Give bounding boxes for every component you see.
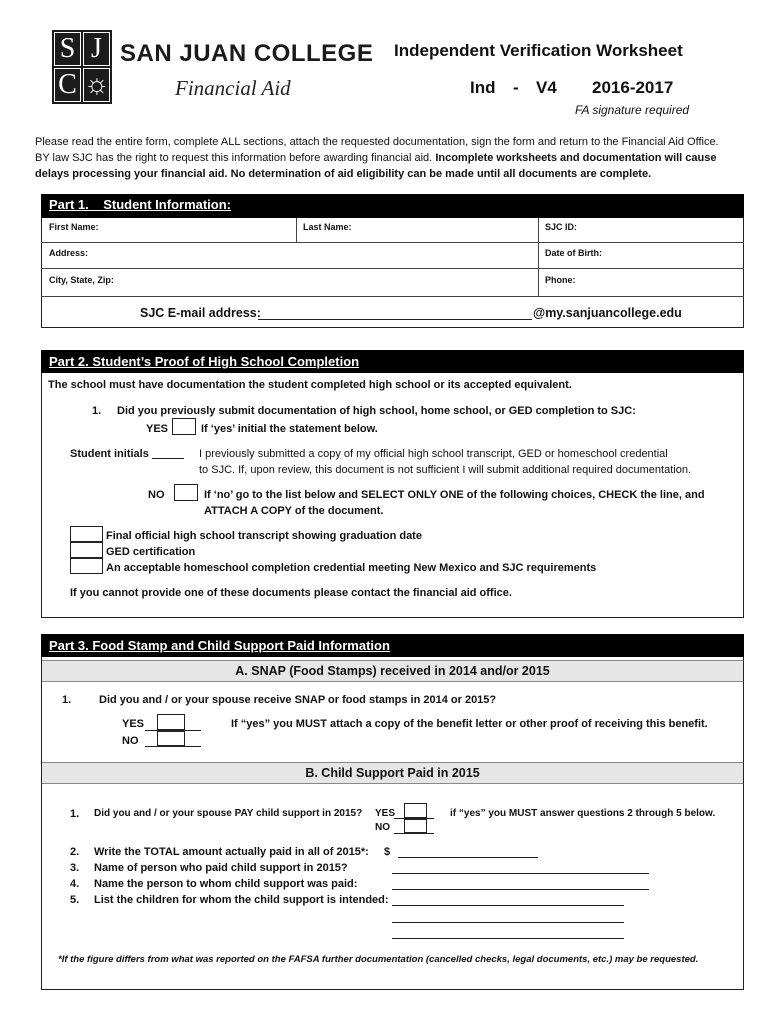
yes-label: YES [146, 423, 169, 435]
recipient-name-input[interactable] [392, 889, 649, 890]
email-domain: @my.sanjuancollege.edu [533, 306, 682, 320]
footnote: *If the figure differs from what was reported on the FAFSA further documentation (cancelled checks, legal documents, etc.) may be requested. [58, 954, 699, 965]
divider [41, 268, 744, 269]
statement-line-2: to SJC. If, upon review, this document is not sufficient I will submit additional required documentation. [199, 464, 691, 476]
form-title: Independent Verification Worksheet [394, 41, 683, 60]
part2-title: Part 2. Student’s Proof of High School Completion [49, 354, 360, 369]
initials-label: Student initials [70, 448, 149, 460]
no-note-line-2: ATTACH A COPY of the document. [204, 505, 384, 517]
contact-note: If you cannot provide one of these documents please contact the financial aid office. [70, 587, 512, 599]
snap-yes-label: YES [122, 718, 145, 730]
yes-checkbox[interactable] [172, 418, 196, 435]
instructions-text: Please read the entire form, complete ALL sections, attach the requested documentation, sign the form and return to the Financial Aid Office. BY law SJC has the right to request this information before awarding financial aid. [35, 136, 719, 164]
cs-no-line [394, 833, 434, 834]
cs-note: if “yes” you MUST answer questions 2 through 5 below. [450, 808, 716, 819]
q3-number: 3. [70, 862, 80, 874]
dollar-sign: $ [384, 846, 391, 858]
q3-text: Name of person who paid child support in 2015? [94, 862, 348, 874]
option-homeschool: An acceptable homeschool completion credential meeting New Mexico and SJC requirements [106, 562, 597, 574]
cs-no-label: NO [375, 822, 390, 833]
part1-title: Part 1. Student Information: [49, 197, 232, 212]
section-a-q1-number: 1. [62, 694, 72, 706]
divider [41, 296, 744, 297]
section-b-header: B. Child Support Paid in 2015 [42, 762, 743, 784]
part2-lead: The school must have documentation the student completed high school or its accepted equivalent. [48, 379, 572, 391]
last-name-field[interactable]: Last Name: [303, 222, 352, 232]
q2-number: 2. [70, 846, 80, 858]
initials-input[interactable] [152, 458, 184, 459]
no-label: NO [148, 489, 165, 501]
payer-name-input[interactable] [392, 873, 649, 874]
option-checkbox-homeschool[interactable] [70, 558, 103, 574]
q2-text: Write the TOTAL amount actually paid in all of 2015*: [94, 846, 369, 858]
option-transcript: Final official high school transcript showing graduation date [106, 530, 422, 542]
children-input-1[interactable] [392, 905, 624, 906]
instructions-warning: Incomplete worksheets and documentation will cause delays processing your financial aid. No determination of aid eligibility can be made until all documents are complete. [35, 152, 717, 180]
q5-number: 5. [70, 894, 80, 906]
address-field[interactable]: Address: [49, 248, 89, 258]
section-a-header: A. SNAP (Food Stamps) received in 2014 and/or 2015 [42, 660, 743, 682]
option-checkbox-ged[interactable] [70, 542, 103, 558]
award-year: 2016-2017 [592, 78, 674, 97]
form-code: Ind - V4 [470, 78, 557, 97]
statement-line-1: I previously submitted a copy of my official high school transcript, GED or homeschool credential [199, 448, 668, 460]
amount-input[interactable] [398, 857, 538, 858]
logo-letter-s: S [54, 32, 81, 66]
part2-q1-text: Did you previously submit documentation of high school, home school, or GED completion to SJC: [117, 405, 636, 417]
cs-yes-label: YES [375, 808, 396, 819]
option-checkbox-transcript[interactable] [70, 526, 103, 542]
signature-note: FA signature required [575, 103, 690, 117]
financial-aid-wordmark: Financial Aid [175, 76, 291, 100]
snap-no-label: NO [122, 735, 139, 747]
no-checkbox[interactable] [174, 484, 198, 501]
sjc-id-field[interactable]: SJC ID: [545, 222, 578, 232]
children-input-2[interactable] [392, 922, 624, 923]
snap-note: If “yes” you MUST attach a copy of the benefit letter or other proof of receiving this benefit. [231, 718, 708, 730]
part3-header [41, 634, 744, 657]
instructions [35, 134, 735, 182]
part2-header [41, 350, 744, 373]
sjc-logo-mark [52, 30, 112, 104]
q5-text: List the children for whom the child support is intended: [94, 894, 389, 906]
snap-yes-checkbox[interactable] [157, 714, 185, 730]
part2-q1-number: 1. [92, 405, 102, 417]
phone-field[interactable]: Phone: [545, 275, 576, 285]
first-name-field[interactable]: First Name: [49, 222, 99, 232]
college-name: SAN JUAN COLLEGE [120, 40, 374, 67]
city-state-zip-field[interactable]: City, State, Zip: [49, 275, 114, 285]
part1-header [41, 194, 744, 218]
section-b-q1-number: 1. [70, 808, 80, 820]
no-note-line-1: If ‘no’ go to the list below and SELECT ONLY ONE of the following choices, CHECK the line, and [204, 489, 705, 501]
divider [41, 242, 744, 243]
divider [296, 218, 297, 242]
snap-no-checkbox[interactable] [157, 731, 185, 746]
part3-title: Part 3. Food Stamp and Child Support Paid Information [49, 638, 390, 653]
email-label: SJC E-mail address: [140, 306, 261, 320]
divider [538, 218, 539, 296]
logo-letter-j: J [83, 32, 110, 66]
email-input[interactable] [258, 319, 532, 320]
children-input-3[interactable] [392, 938, 624, 939]
q4-number: 4. [70, 878, 80, 890]
cs-no-checkbox[interactable] [404, 819, 427, 833]
snap-no-line [145, 746, 201, 747]
option-ged: GED certification [106, 546, 196, 558]
yes-note: If ‘yes’ initial the statement below. [201, 423, 378, 435]
cs-yes-checkbox[interactable] [404, 803, 427, 818]
logo-letter-c: C [54, 68, 81, 102]
q4-text: Name the person to whom child support was paid: [94, 878, 358, 890]
dob-field[interactable]: Date of Birth: [545, 248, 602, 258]
section-a-q1-text: Did you and / or your spouse receive SNAP or food stamps in 2014 or 2015? [99, 694, 497, 706]
section-b-q1-text: Did you and / or your spouse PAY child support in 2015? [94, 808, 363, 819]
sun-icon: ☼ [84, 69, 110, 100]
